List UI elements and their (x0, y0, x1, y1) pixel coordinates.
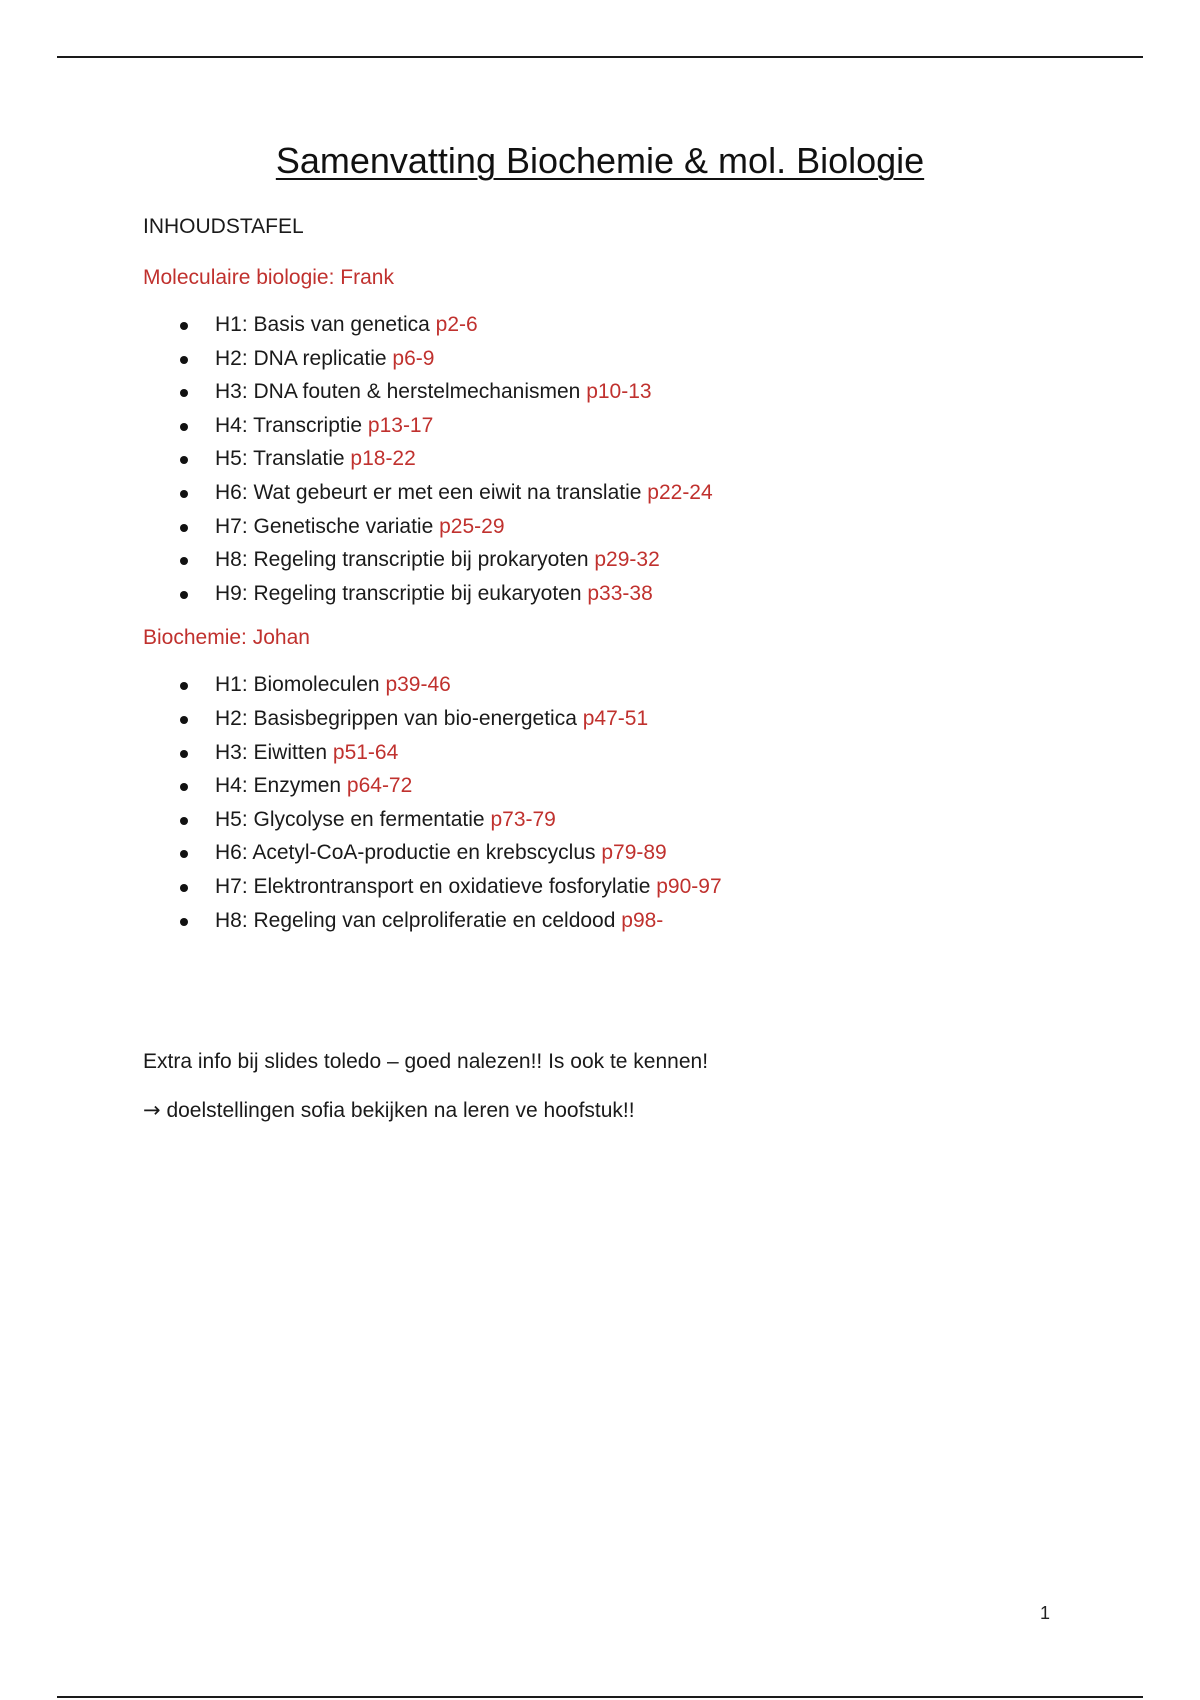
chapter-item (143, 308, 1103, 342)
bullet-icon (180, 389, 188, 397)
chapter-label: H8: Regeling van celproliferatie en celdood (215, 908, 616, 932)
chapter-item (143, 702, 1103, 736)
chapter-item (143, 342, 1103, 376)
arrow-right-icon: → (143, 1098, 161, 1123)
bullet-icon (180, 884, 188, 892)
objectives-text: doelstellingen sofia bekijken na leren ve hoofstuk!! (166, 1099, 635, 1123)
chapter-item (143, 870, 1103, 904)
extra-info-note: Extra info bij slides toledo – goed nalezen!! Is ook te kennen! (143, 1050, 709, 1074)
bullet-icon (180, 557, 188, 565)
chapter-label: H6: Wat gebeurt er met een eiwit na translatie (215, 480, 642, 504)
chapter-label: H2: DNA replicatie (215, 346, 387, 370)
bullet-icon (180, 490, 188, 498)
chapter-pages: p22-24 (647, 480, 713, 504)
chapter-pages: p2-6 (435, 313, 478, 336)
chapter-label: H1: Biomoleculen (215, 673, 380, 697)
chapter-item (143, 442, 1103, 476)
chapter-item (143, 836, 1103, 870)
bullet-icon (180, 356, 188, 364)
bullet-icon (180, 850, 188, 858)
chapter-label: H1: Basis van genetica (215, 313, 430, 336)
bullet-icon (180, 783, 188, 791)
chapter-item (143, 769, 1103, 803)
objectives-note (143, 1095, 1103, 1126)
chapter-pages: p29-32 (594, 548, 660, 572)
bullet-icon (180, 716, 188, 724)
chapter-item (143, 476, 1103, 510)
chapter-list-molecular-biology (143, 308, 1103, 610)
bottom-rule (57, 1696, 1143, 1698)
chapter-label: H9: Regeling transcriptie bij eukaryoten (215, 581, 582, 605)
bullet-icon (180, 524, 188, 532)
toc-heading: INHOUDSTAFEL (143, 215, 304, 238)
bullet-icon (180, 817, 188, 825)
chapter-item (143, 803, 1103, 837)
bullet-icon (180, 423, 188, 431)
chapter-pages: p47-51 (582, 706, 649, 730)
chapter-pages: p10-13 (586, 380, 652, 404)
chapter-pages: p51-64 (332, 740, 399, 764)
chapter-label: H5: Translatie (215, 447, 345, 471)
chapter-item (143, 510, 1103, 544)
chapter-item (143, 668, 1103, 702)
bullet-icon (180, 322, 188, 330)
chapter-item (143, 904, 1103, 938)
chapter-pages: p6-9 (392, 346, 435, 370)
chapter-label: H7: Elektrontransport en oxidatieve fosforylatie (215, 874, 651, 898)
chapter-label: H3: DNA fouten & herstelmechanismen (215, 380, 581, 404)
chapter-item (143, 375, 1103, 409)
chapter-pages: p13-17 (367, 413, 434, 437)
chapter-label: H6: Acetyl-CoA-productie en krebscyclus (215, 841, 596, 865)
page-title: Samenvatting Biochemie & mol. Biologie (275, 140, 925, 181)
bullet-icon (180, 750, 188, 758)
top-rule (57, 56, 1143, 58)
chapter-label: H8: Regeling transcriptie bij prokaryoten (215, 548, 589, 572)
bullet-icon (180, 591, 188, 599)
chapter-pages: p73-79 (490, 807, 556, 831)
chapter-label: H5: Glycolyse en fermentatie (215, 807, 485, 831)
chapter-pages: p79-89 (601, 841, 667, 865)
chapter-pages: p18-22 (350, 447, 416, 471)
chapter-pages: p90-97 (656, 874, 722, 898)
chapter-label: H4: Enzymen (215, 774, 342, 798)
chapter-list-biochemistry (143, 668, 1103, 937)
chapter-item (143, 577, 1103, 611)
document-body (143, 212, 1103, 1126)
chapter-pages: p98- (621, 908, 664, 932)
page-number: 1 (1040, 1603, 1051, 1623)
chapter-pages: p25-29 (439, 514, 505, 538)
chapter-label: H4: Transcriptie (215, 413, 363, 437)
chapter-item (143, 736, 1103, 770)
chapter-label: H2: Basisbegrippen van bio-energetica (215, 706, 577, 730)
chapter-label: H7: Genetische variatie (215, 514, 434, 538)
bullet-icon (180, 682, 188, 690)
bullet-icon (180, 918, 188, 926)
section-heading-biochemistry: Biochemie: Johan (143, 626, 310, 650)
chapter-item (143, 543, 1103, 577)
chapter-pages: p64-72 (346, 774, 413, 798)
section-heading-molecular-biology: Moleculaire biologie: Frank (143, 266, 394, 289)
chapter-label: H3: Eiwitten (215, 740, 328, 764)
chapter-pages: p33-38 (587, 581, 653, 605)
chapter-pages: p39-46 (385, 673, 451, 697)
chapter-item (143, 409, 1103, 443)
bullet-icon (180, 456, 188, 464)
